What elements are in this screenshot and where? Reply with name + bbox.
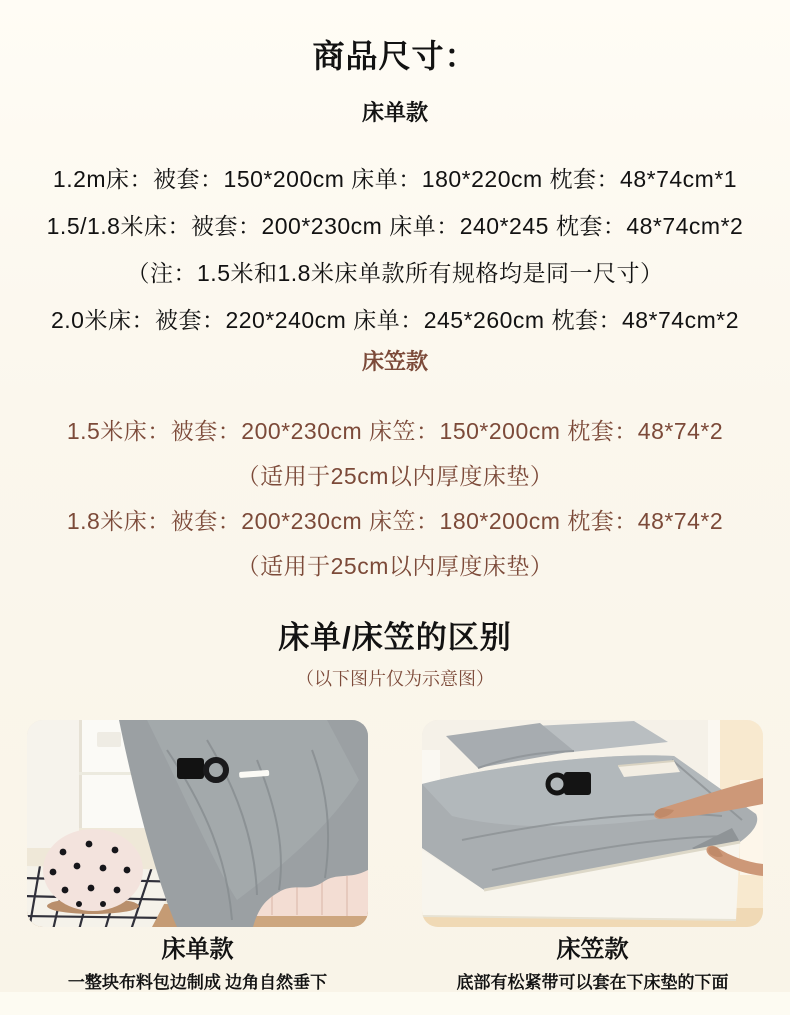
fitted-sheet-description: 底部有松紧带可以套在下床垫的下面 bbox=[456, 973, 729, 992]
fitted-sheet-caption: 床笠款 bbox=[556, 936, 629, 963]
fitted-sheet-illustration bbox=[422, 720, 763, 927]
page-title: 商品尺寸： bbox=[312, 38, 478, 74]
compare-section-subtitle: （以下图片仅为示意图） bbox=[296, 669, 494, 689]
size-line-1: 1.2m床：被套：150*200cm 床单：180*220cm 枕套：48*74cm*1 bbox=[52, 166, 738, 192]
sheet-size-list bbox=[0, 156, 790, 344]
flat-sheet-description: 一整块布料包边制成 边角自然垂下 bbox=[67, 973, 328, 992]
photo-captions bbox=[0, 935, 790, 965]
flat-sheet-photo bbox=[27, 720, 368, 927]
sheet-style-heading: 床单款 bbox=[361, 100, 428, 125]
comparison-photos bbox=[0, 720, 790, 927]
fitted-sheet-photo bbox=[422, 720, 763, 927]
flat-sheet-illustration bbox=[27, 720, 368, 927]
fitted-size-list bbox=[0, 409, 790, 589]
size-note: （注：1.5米和1.8米床单款所有规格均是同一尺寸） bbox=[126, 260, 664, 286]
fitted-line-1: 1.5米床：被套：200*230cm 床笠：150*200cm 枕套：48*74*2 bbox=[66, 418, 724, 444]
fitted-note-2: （适用于25cm以内厚度床垫） bbox=[236, 553, 554, 579]
fitted-line-2: 1.8米床：被套：200*230cm 床笠：180*200cm 枕套：48*74*2 bbox=[66, 508, 724, 534]
size-line-2: 1.5/1.8米床：被套：200*230cm 床单：240*245 枕套：48*74cm*2 bbox=[46, 213, 744, 239]
size-line-3: 2.0米床：被套：220*240cm 床单：245*260cm 枕套：48*74cm*2 bbox=[51, 307, 739, 333]
flat-sheet-caption: 床单款 bbox=[161, 936, 234, 963]
bottom-strip bbox=[0, 992, 790, 1015]
compare-section-title: 床单/床笠的区别 bbox=[278, 620, 512, 655]
fitted-note-1: （适用于25cm以内厚度床垫） bbox=[236, 463, 554, 489]
fitted-style-heading: 床笠款 bbox=[361, 349, 428, 374]
